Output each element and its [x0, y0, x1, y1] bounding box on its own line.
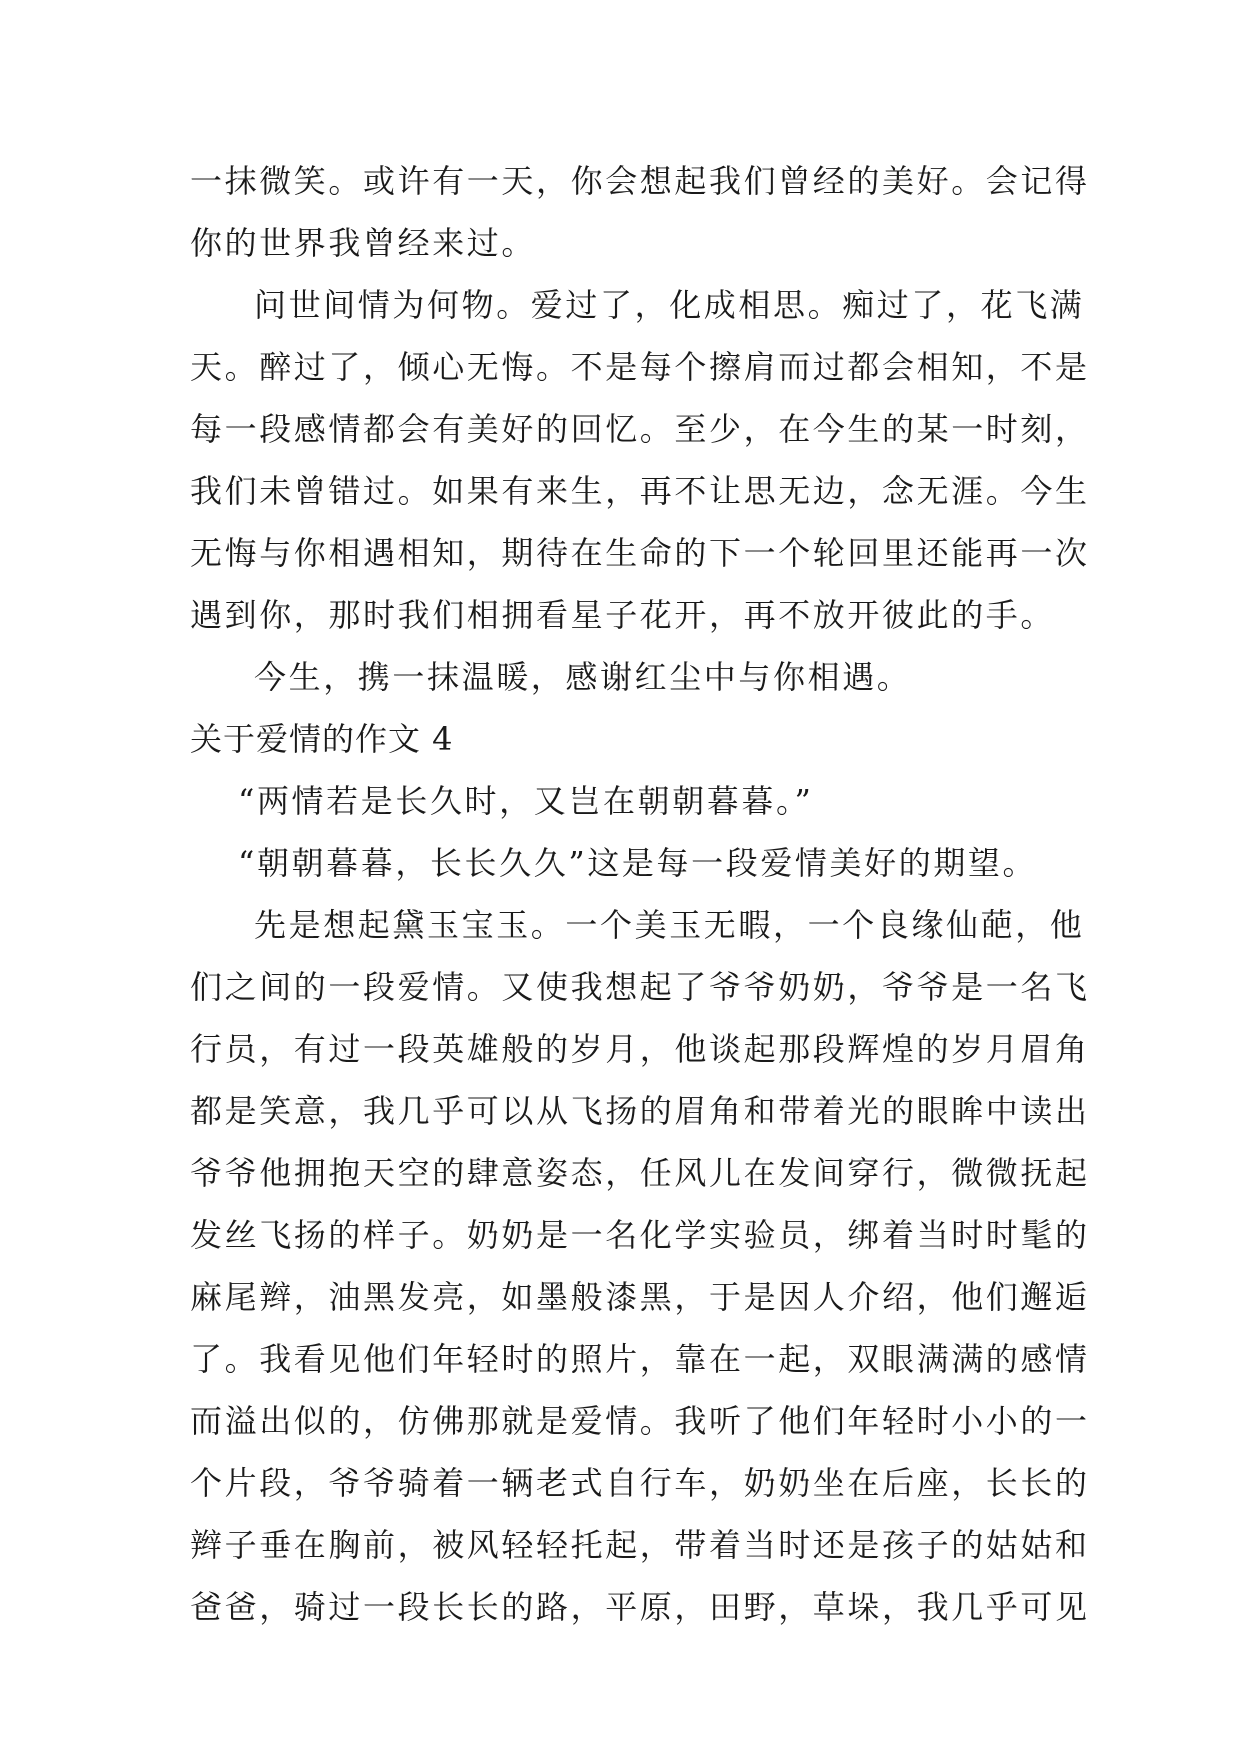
text-line: 无悔与你相遇相知，期待在生命的下一个轮回里还能再一次: [190, 534, 1090, 572]
text-line: 辫子垂在胸前，被风轻轻托起，带着当时还是孩子的姑姑和: [190, 1526, 1090, 1564]
text-line: 我们未曾错过。如果有来生，再不让思无边，念无涯。今生: [190, 472, 1090, 510]
text-line: 个片段，爷爷骑着一辆老式自行车，奶奶坐在后座，长长的: [190, 1464, 1090, 1502]
quote-line: “朝朝暮暮，长长久久”这是每一段爱情美好的期望。: [238, 844, 1038, 882]
text-line: 而溢出似的，仿佛那就是爱情。我听了他们年轻时小小的一: [190, 1402, 1090, 1440]
section-heading: 关于爱情的作文 4: [190, 720, 454, 758]
document-body: [190, 150, 1090, 1638]
text-line: 都是笑意，我几乎可以从飞扬的眉角和带着光的眼眸中读出: [190, 1092, 1090, 1130]
text-line: 天。醉过了，倾心无悔。不是每个擦肩而过都会相知，不是: [190, 348, 1090, 386]
text-line: 了。我看见他们年轻时的照片，靠在一起，双眼满满的感情: [190, 1340, 1090, 1378]
text-line: 遇到你，那时我们相拥看星子花开，再不放开彼此的手。: [190, 596, 1056, 634]
text-line: 麻尾辫，油黑发亮，如墨般漆黑，于是因人介绍，他们邂逅: [190, 1278, 1090, 1316]
paragraph-start-line: 问世间情为何物。爱过了，化成相思。痴过了，花飞满: [254, 286, 1085, 324]
paragraph-start-line: 先是想起黛玉宝玉。一个美玉无暇，一个良缘仙葩，他: [254, 906, 1085, 944]
text-line: 爷爷他拥抱天空的肆意姿态，任风儿在发间穿行，微微抚起: [190, 1154, 1090, 1192]
text-line: 一抹微笑。或许有一天，你会想起我们曾经的美好。会记得: [190, 162, 1090, 200]
text-line: 爸爸，骑过一段长长的路，平原，田野，草垛，我几乎可见: [190, 1588, 1090, 1626]
paragraph-start-line: 今生，携一抹温暖，感谢红尘中与你相遇。: [254, 658, 912, 696]
text-line: 你的世界我曾经来过。: [190, 224, 537, 262]
text-line: 每一段感情都会有美好的回忆。至少，在今生的某一时刻，: [190, 410, 1090, 448]
quote-line: “两情若是长久时，又岂在朝朝暮暮。”: [238, 782, 814, 820]
text-line: 行员，有过一段英雄般的岁月，他谈起那段辉煌的岁月眉角: [190, 1030, 1090, 1068]
text-line: 发丝飞扬的样子。奶奶是一名化学实验员，绑着当时时髦的: [190, 1216, 1090, 1254]
text-line: 们之间的一段爱情。又使我想起了爷爷奶奶，爷爷是一名飞: [190, 968, 1090, 1006]
